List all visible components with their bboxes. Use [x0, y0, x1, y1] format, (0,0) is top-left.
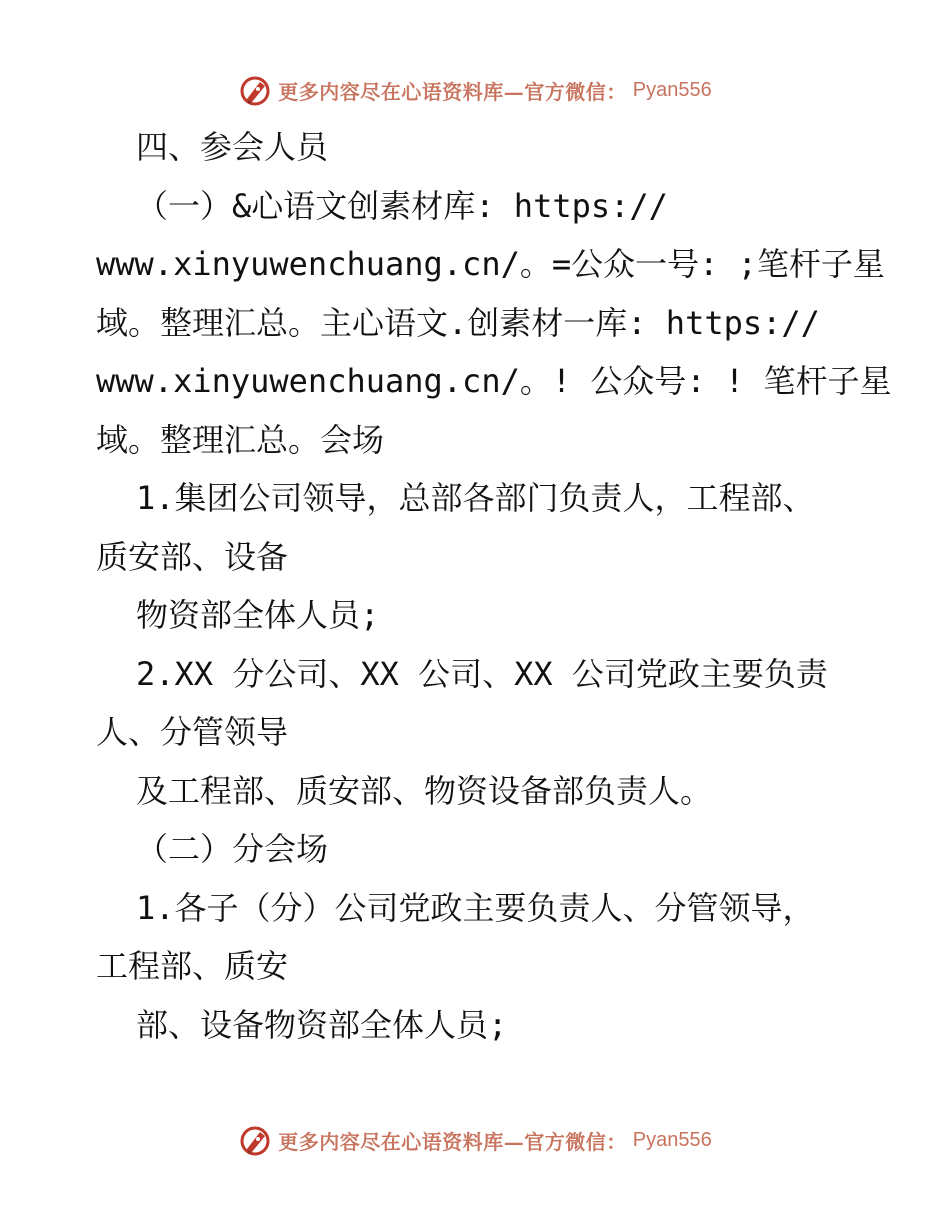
paragraph-line: 工程部、质安: [96, 947, 289, 985]
header-banner-id: Pyan556: [632, 78, 712, 101]
pen-logo-icon: [238, 73, 272, 107]
header-banner-text: 更多内容尽在心语资料库—官方微信：: [278, 79, 627, 104]
paragraph-line: 域。整理汇总。主心语文.创素材一库: https://: [96, 303, 820, 342]
footer-banner-id: Pyan556: [632, 1128, 712, 1151]
footer-banner: [0, 1120, 950, 1160]
paragraph-line: www.xinyuwenchuang.cn/。=公众一号: ;笔杆子星: [96, 245, 885, 283]
footer-banner-text: 更多内容尽在心语资料库—官方微信：: [278, 1129, 627, 1154]
header-banner: [0, 70, 950, 110]
paragraph-line: 人、分管领导: [96, 713, 289, 751]
pen-logo-icon: [238, 1123, 272, 1157]
document-body: [96, 118, 892, 1054]
section-heading: 四、参会人员: [136, 128, 329, 166]
paragraph-line: 及工程部、质安部、物资设备部负责人。: [136, 771, 713, 810]
paragraph-line: 1.各子（分）公司党政主要负责人、分管领导，: [136, 888, 815, 927]
paragraph-line: 1.集团公司领导，总部各部门负责人，工程部、: [136, 479, 815, 517]
paragraph-line: （一）&心语文创素材库: https://: [136, 186, 668, 225]
paragraph-line: 质安部、设备: [96, 537, 289, 576]
paragraph-line: 2.XX 分公司、XX 公司、XX 公司党政主要负责: [136, 654, 828, 693]
subsection-heading: （二）分会场: [136, 830, 329, 868]
paragraph-line: 部、设备物资部全体人员;: [136, 1005, 508, 1044]
paragraph-line: 物资部全体人员;: [136, 596, 380, 634]
paragraph-line: www.xinyuwenchuang.cn/。! 公众号: ! 笔杆子星: [96, 362, 892, 400]
paragraph-line: 域。整理汇总。会场: [96, 420, 385, 459]
